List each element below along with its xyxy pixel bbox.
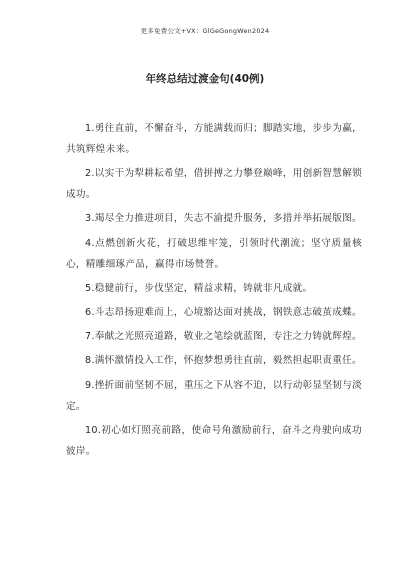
list-item: 7.奉献之光照亮道路，敬业之笔绘就蓝图，专注之力铸就辉煌。 [85, 331, 362, 343]
list-item: 8.满怀激情投入工作，怀抱梦想勇往直前，毅然担起职责重任。 [85, 355, 362, 367]
list-item: 5.稳健前行，步伐坚定，精益求精，铸就非凡成就。 [85, 282, 313, 294]
document-title: 年终总结过渡金句(40例) [145, 73, 265, 85]
list-item: 4.点燃创新火花，打破思维牢笼，引领时代潮流；坚守质量核心，精雕细琢产品，赢得市场赞誉。 [66, 237, 362, 270]
list-item: 6.斗志昂扬迎难而上，心境豁达面对挑战，钢铁意志破茧成蝶。 [85, 306, 362, 318]
list-item: 9.挫折面前坚韧不屈，重压之下从容不迫，以行动彰显坚韧与淡定。 [66, 379, 362, 412]
list-item: 10.初心如灯照亮前路，使命号角激励前行，奋斗之舟驶向成功彼岸。 [66, 424, 362, 457]
list-item: 1.勇往直前，不懈奋斗，方能满载而归；脚踏实地，步步为赢，共筑辉煌未来。 [66, 123, 362, 155]
list-item: 3.竭尽全力推进项目，失志不渝提升服务，多措并举拓展版图。 [85, 213, 362, 225]
quote-list [66, 118, 362, 465]
list-item: 2.以实干为犁耕耘希望，借拼搏之力攀登巅峰，用创新智慧解锁成功。 [66, 168, 362, 201]
watermark-text: 更多免费公文+VX：GlGeGongWen2024 [140, 27, 270, 35]
